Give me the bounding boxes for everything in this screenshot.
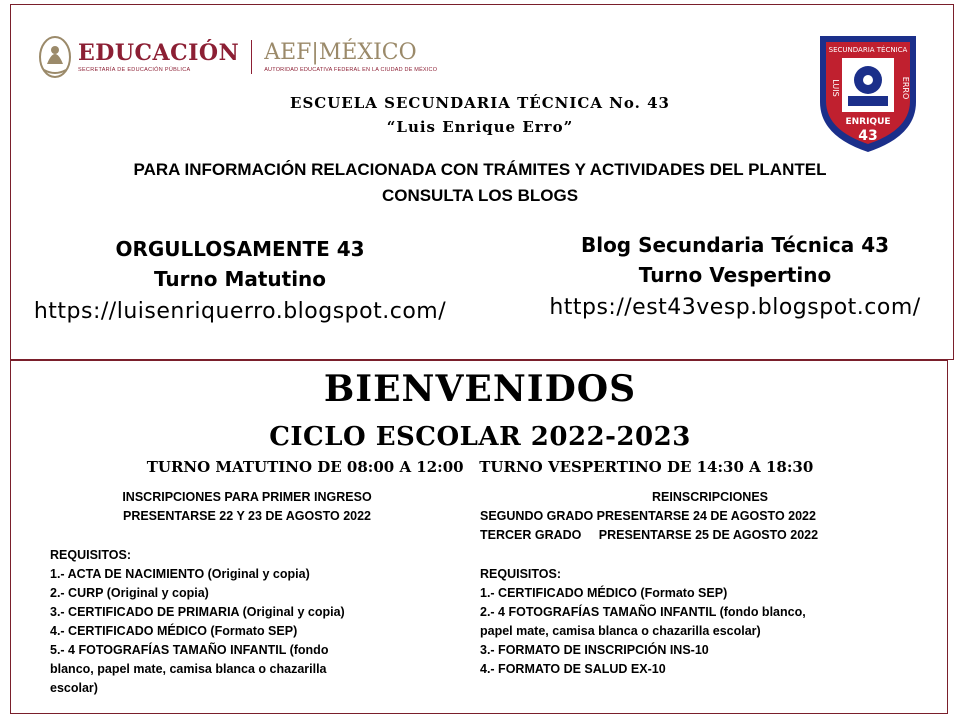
logo-divider [251, 40, 252, 74]
reenrollment-section [480, 488, 940, 679]
requirements-title: REQUISITOS: [50, 548, 132, 562]
aef-subtitle: AUTORIDAD EDUCATIVA FEDERAL EN LA CIUDAD DE MÉXICO [264, 66, 438, 73]
blog-url-link[interactable]: https://est43vesp.blogspot.com/ [549, 295, 921, 320]
list-item: 1.- ACTA DE NACIMIENTO (Original y copia) [50, 567, 310, 581]
list-item: 4.- CERTIFICADO MÉDICO (Formato SEP) [50, 624, 298, 638]
sep-subtitle: SECRETARÍA DE EDUCACIÓN PÚBLICA [78, 66, 191, 73]
list-item: escolar) [50, 681, 98, 695]
third-grade-dates: TERCER GRADO PRESENTARSE 25 DE AGOSTO 2022 [480, 528, 819, 542]
list-item: blanco, papel mate, camisa blanca o chazarilla [50, 662, 327, 676]
sep-brand: EDUCACIÓN [78, 39, 240, 66]
blog-shift: Turno Matutino [153, 267, 327, 291]
reenrollment-heading: REINSCRIPCIONES [652, 490, 768, 504]
aef-brand-part1: AEF [264, 39, 312, 65]
blog-shift: Turno Vespertino [638, 263, 832, 287]
second-grade-dates: SEGUNDO GRADO PRESENTARSE 24 DE AGOSTO 2022 [480, 509, 816, 523]
aef-brand [264, 39, 437, 65]
aef-brand-part2: MÉXICO [318, 39, 417, 65]
blog-title: ORGULLOSAMENTE 43 [115, 237, 365, 261]
first-entry-heading: INSCRIPCIONES PARA PRIMER INGRESO [122, 490, 372, 504]
requirements-title: REQUISITOS: [480, 567, 562, 581]
shield-top-text: SECUNDARIA TÉCNICA [828, 46, 908, 54]
list-item: 3.- CERTIFICADO DE PRIMARIA (Original y copia) [50, 605, 345, 619]
first-entry-dates: PRESENTARSE 22 Y 23 DE AGOSTO 2022 [122, 509, 372, 523]
school-name: ESCUELA SECUNDARIA TÉCNICA No. 43 [290, 94, 670, 112]
blog-title: Blog Secundaria Técnica 43 [580, 233, 890, 257]
list-item: 2.- 4 FOTOGRAFÍAS TAMAÑO INFANTIL (fondo blanco, [480, 605, 806, 619]
list-item: 3.- FORMATO DE INSCRIPCIÓN INS-10 [480, 643, 709, 657]
school-motto: “Luis Enrique Erro” [386, 118, 574, 136]
info-text-line1: PARA INFORMACIÓN RELACIONADA CON TRÁMITES Y ACTIVIDADES DEL PLANTEL [133, 160, 827, 179]
eagle-seal-icon [38, 34, 72, 80]
list-item: 5.- 4 FOTOGRAFÍAS TAMAÑO INFANTIL (fondo [50, 643, 329, 657]
shield-bottom-text: ENRIQUE [845, 117, 891, 127]
aef-brand-separator: | [311, 39, 319, 65]
list-item: 4.- FORMATO DE SALUD EX-10 [480, 662, 666, 676]
list-item: 2.- CURP (Original y copia) [50, 586, 209, 600]
blog-matutino [20, 234, 460, 330]
shield-left-text: LUIS [831, 79, 840, 97]
blog-vespertino [510, 230, 960, 326]
school-cycle: CICLO ESCOLAR 2022-2023 [269, 422, 691, 452]
blog-url-link[interactable]: https://luisenriquerro.blogspot.com/ [33, 299, 447, 324]
shift-schedule: TURNO MATUTINO DE 08:00 A 12:00 TURNO VESPERTINO DE 14:30 A 18:30 [146, 458, 814, 476]
list-item: papel mate, camisa blanca o chazarilla escolar) [480, 624, 761, 638]
info-text-line2: CONSULTA LOS BLOGS [381, 186, 579, 205]
first-entry-section [50, 488, 460, 698]
welcome-title: BIENVENIDOS [323, 368, 637, 410]
shield-number: 43 [858, 128, 878, 144]
shield-right-text: ERRO [901, 76, 910, 100]
list-item: 1.- CERTIFICADO MÉDICO (Formato SEP) [480, 586, 728, 600]
sep-aef-logo [38, 32, 437, 82]
